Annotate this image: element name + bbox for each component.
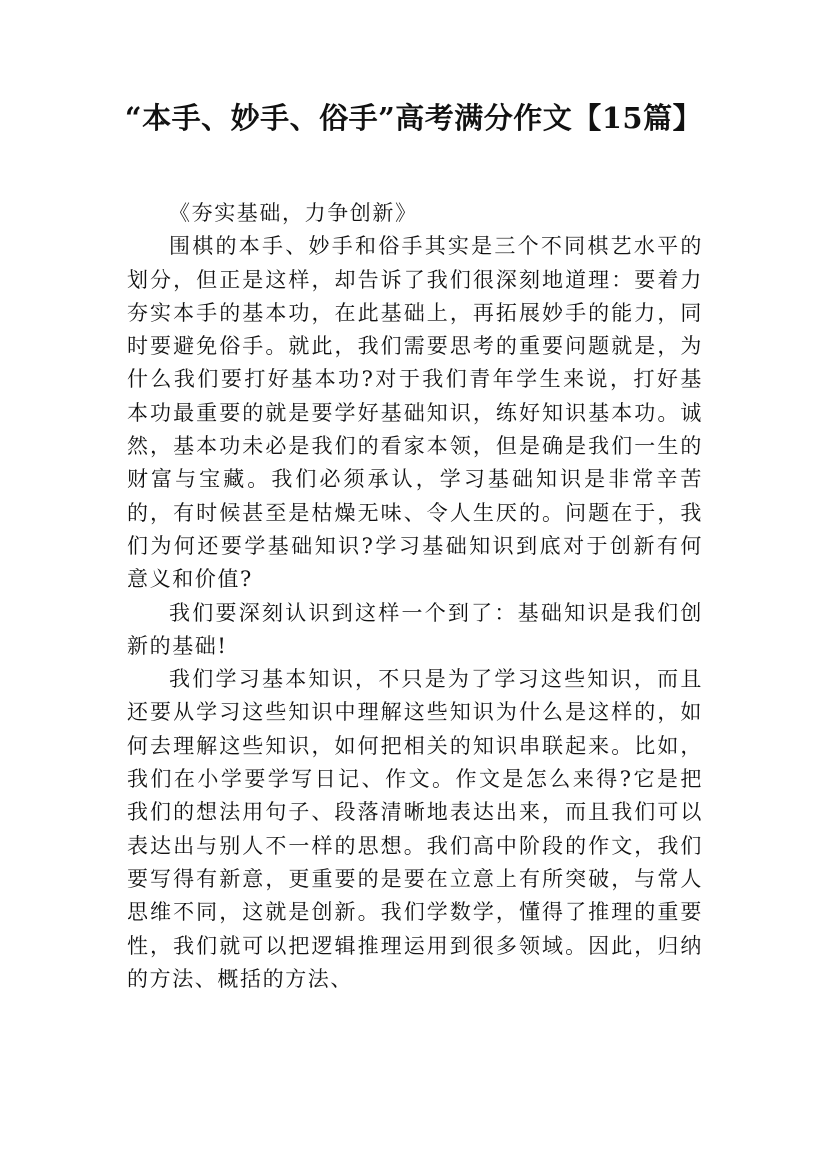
paragraph-1: 围棋的本手、妙手和俗手其实是三个不同棋艺水平的划分，但正是这样，却告诉了我们很深刻地道理：要着力夯实本手的基本功，在此基础上，再拓展妙手的能力，同时要避免俗手。就此，我们需要思考的重要问题就是，为什么我们要打好基本功?对于我们青年学生来说，打好基本功最重要的就是要学好基础知识，练好知识基本功。诚然，基本功未必是我们的看家本领，但是确是我们一生的财富与宝藏。我们必须承认，学习基础知识是非常辛苦的，有时候甚至是枯燥无味、令人生厌的。问题在于，我们为何还要学基础知识?学习基础知识到底对于创新有何意义和价值? <box>127 234 703 592</box>
essay-body <box>127 197 703 996</box>
document-title: “本手、妙手、俗手”高考满分作文【15篇】 <box>124 101 703 135</box>
paragraph-3: 我们学习基本知识，不只是为了学习这些知识，而且还要从学习这些知识中理解这些知识为什么是这样的，如何去理解这些知识，如何把相关的知识串联起来。比如，我们在小学要学写日记、作文。作文是怎么来得?它是把我们的想法用句子、段落清晰地表达出来，而且我们可以表达出与别人不一样的思想。我们高中阶段的作文，我们要写得有新意，更重要的是要在立意上有所突破，与常人思维不同，这就是创新。我们学数学，懂得了推理的重要性，我们就可以把逻辑推理运用到很多领域。因此，归纳的方法、概括的方法、 <box>127 667 703 991</box>
essay-title: 《夯实基础，力争创新》 <box>169 201 418 225</box>
paragraph-2: 我们要深刻认识到这样一个到了：基础知识是我们创新的基础! <box>127 600 703 658</box>
